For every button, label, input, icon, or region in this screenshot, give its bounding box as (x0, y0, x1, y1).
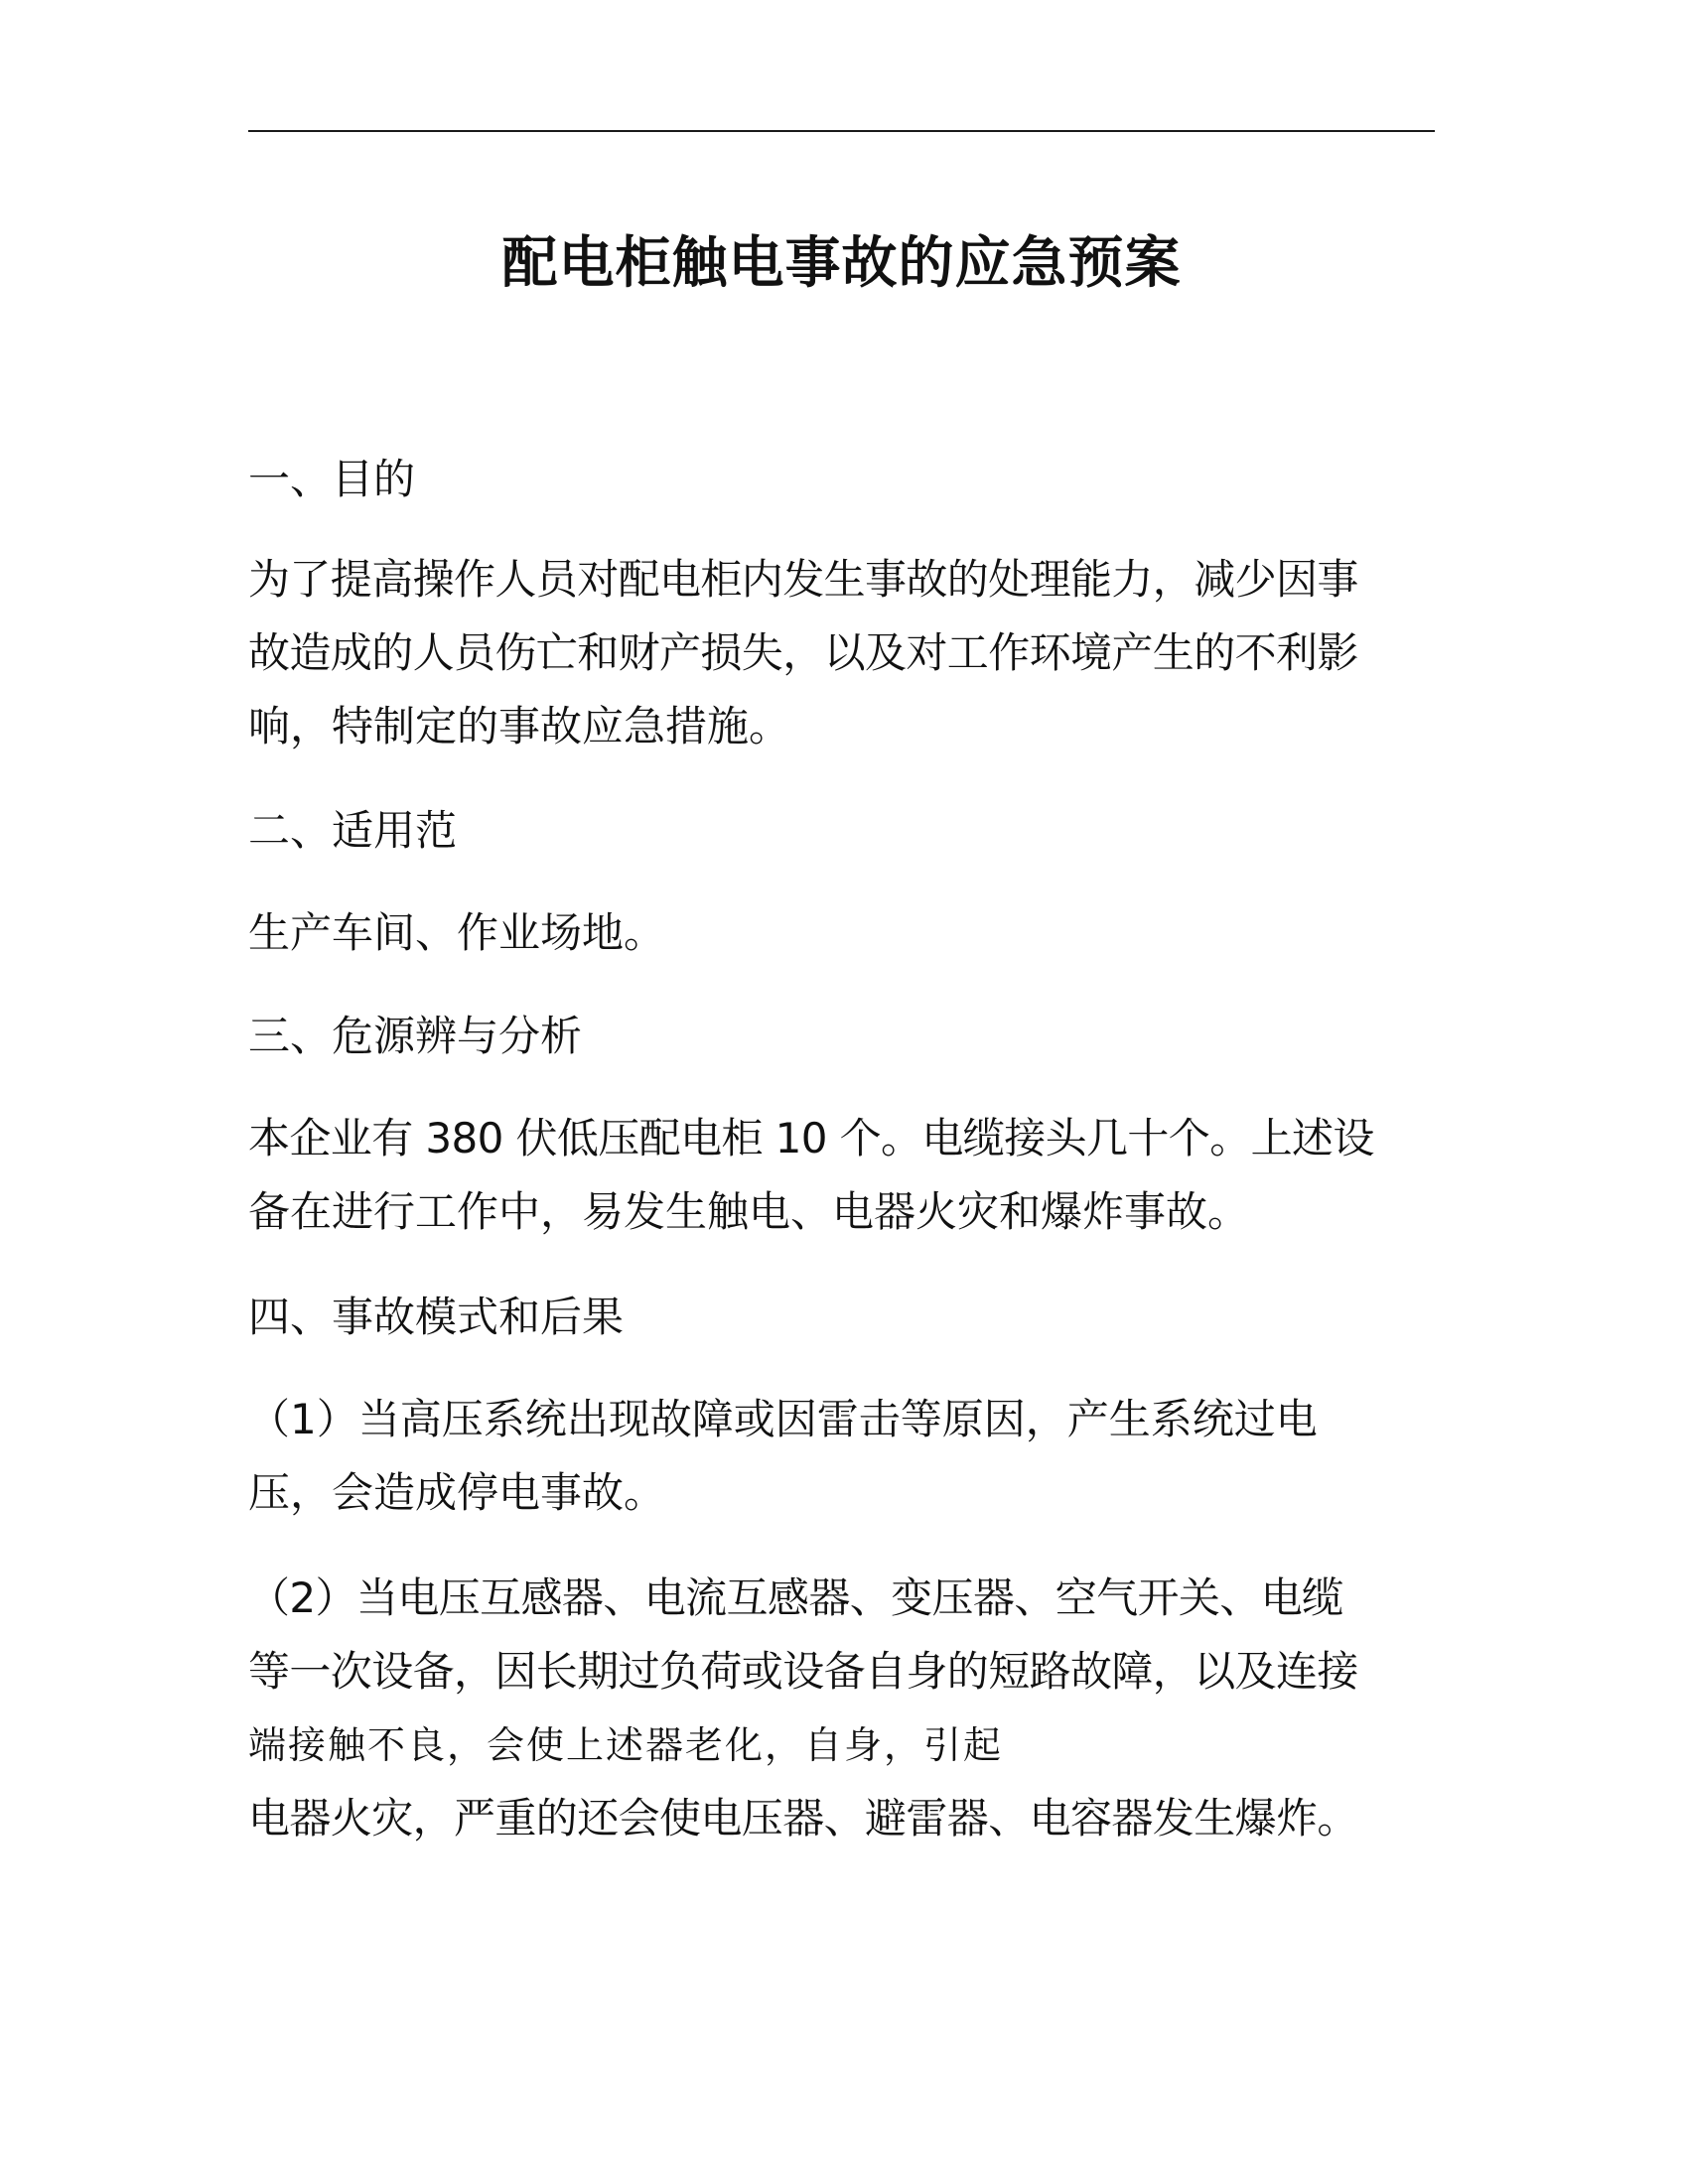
section-1-paragraph (248, 543, 1440, 763)
paragraph-line: 等一次设备，因长期过负荷或设备自身的短路故障，以及连接 (248, 1647, 1358, 1696)
paragraph-line: 备在进行工作中，易发生触电、电器火灾和爆炸事故。 (248, 1187, 1250, 1236)
header-rule (248, 130, 1435, 132)
section-heading: 二、适用范 (248, 806, 458, 855)
section-3 (248, 1000, 1440, 1073)
paragraph-line: 本企业有 380 伏低压配电柜 10 个。电缆接头几十个。上述设 (248, 1114, 1374, 1162)
paragraph-line: 响，特制定的事故应急措施。 (248, 702, 791, 751)
section-3-paragraph (248, 1102, 1440, 1249)
section-heading: 三、危源辨与分析 (248, 1012, 583, 1060)
paragraph-line: 故造成的人员伤亡和财产损失，以及对工作环境产生的不利影 (248, 628, 1358, 677)
section-2 (248, 794, 1440, 868)
paragraph-line: （2）当电压互感器、电流互感器、变压器、空气开关、电缆 (248, 1573, 1343, 1622)
section-1 (248, 443, 1440, 516)
paragraph-line: 端接触不良，会使上述器老化，自身，引起 (248, 1723, 1004, 1767)
section-4-item-2 (248, 1562, 1440, 1855)
paragraph-line: 电器火灾，严重的还会使电压器、避雷器、电容器发生爆炸。 (248, 1794, 1358, 1843)
document-title: 配电柜触电事故的应急预案 (501, 230, 1182, 296)
section-4 (248, 1281, 1440, 1354)
paragraph-line: 压，会造成停电事故。 (248, 1468, 666, 1517)
section-2-paragraph (248, 896, 1440, 970)
section-heading: 一、目的 (248, 455, 416, 503)
section-4-item-1 (248, 1383, 1440, 1530)
paragraph-line: （1）当高压系统出现故障或因雷击等原因，产生系统过电 (248, 1395, 1318, 1443)
paragraph-line: 为了提高操作人员对配电柜内发生事故的处理能力，减少因事 (248, 555, 1358, 604)
section-heading: 四、事故模式和后果 (248, 1293, 625, 1341)
paragraph-line: 生产车间、作业场地。 (248, 908, 666, 957)
